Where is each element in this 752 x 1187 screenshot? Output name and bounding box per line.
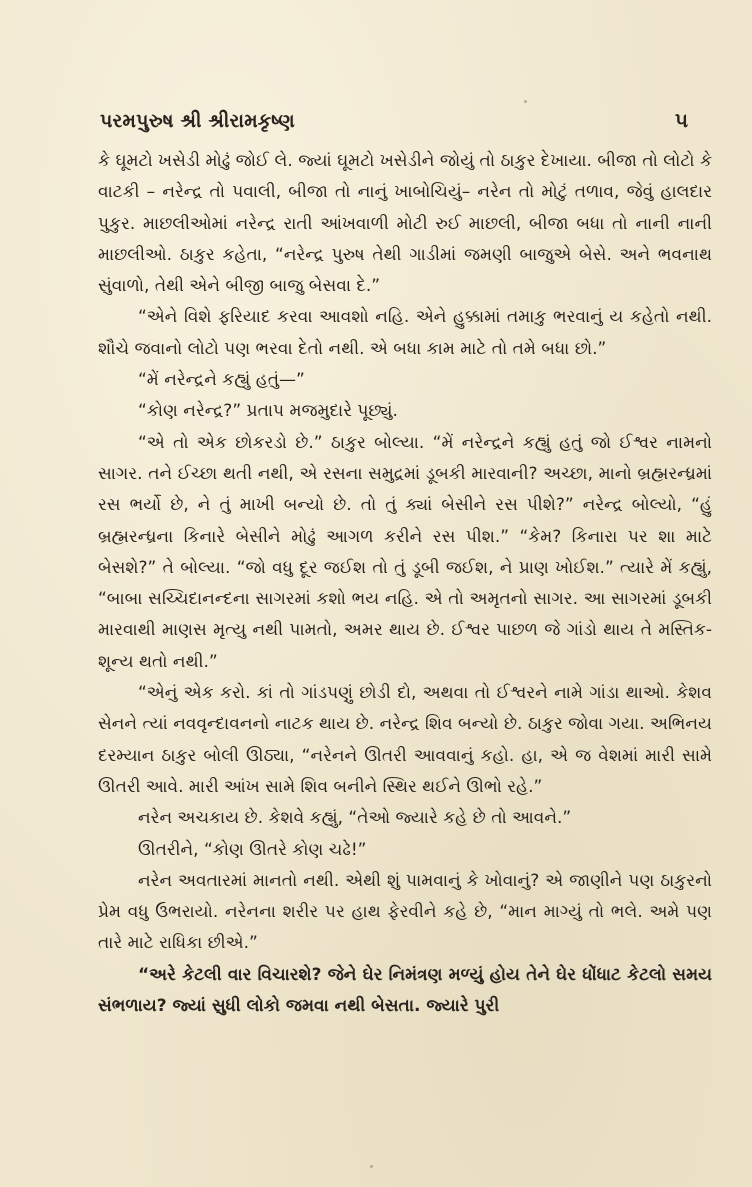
running-title: પરમપુરુષ શ્રી શ્રીરામકૃષ્ણ (100, 110, 295, 132)
paragraph: “એ તો એક છોકરડો છે.” ઠાકુર બોલ્યા. “મેં નરેન્દ્રને કહ્યું હતું જો ઈશ્વર નામનો સાગર. તને ઈચ્છા થતી નથી, એ રસના સમુદ્રમાં ડૂબકી મારવાની? અચ્છા, માનો બ્રહ્મરન્ધ્રમાં રસ ભર્યો છે, ને તું માખી બન્યો છે. તો તું ક્યાં બેસીને રસ પીશે?” નરેન્દ્ર બોલ્યો, “હું બ્રહ્મરન્ધ્રના કિનારે બેસીને મોઢું આગળ કરીને રસ પીશ.” “કેમ? કિનારા પર શા માટે બેસશે?” તે બોલ્યા. “જો વધુ દૂર જઈશ તો તું ડૂબી જઈશ, ને પ્રાણ ખોઈશ.” ત્યારે મેં કહ્યું, “બાબા સચ્ચિદાનન્દના સાગરમાં કશો ભય નહિ. એ તો અમૃતનો સાગર. આ સાગરમાં ડૂબકી મારવાથી માણસ મૃત્યુ નથી પામતો, અમર થાય છે. ઈશ્વર પાછળ જે ગાંડો થાય તે મસ્તિક-શૂન્ય થતો નથી.” (98, 432, 712, 672)
paragraph: “મેં નરેન્દ્રને કહ્યું હતું—” (138, 370, 305, 391)
paper-speck (524, 100, 527, 103)
paragraph: કે ઘૂમટો ખસેડી મોઢું જોઈ લે. જ્યાં ઘૂમટો ખસેડીને જોયું તો ઠાકુર દેખાયા. બીજા તો લોટો કે વાટકી – નરેન્દ્ર તો પવાલી, બીજા તો નાનું ખાબોચિયું– નરેન તો મોટું તળાવ, જેવું હાલદાર પુકુર. માછલીઓમાં નરેન્દ્ર રાતી આંખવાળી મોટી રુઈ માછલી, બીજા બધા તો નાની નાની માછલીઓ. ઠાકુર કહેતા, “નરેન્દ્ર પુરુષ તેથી ગાડીમાં જમણી બાજુએ બેસે. અને ભવનાથ સુંવાળો, તેથી એને બીજી બાજુ બેસવા દે.” (98, 151, 712, 297)
body-text (98, 146, 712, 1022)
paper-speck (370, 1165, 373, 1168)
paragraph: “કોણ નરેન્દ્ર?” પ્રતાપ મજમુદારે પૂછ્યું. (138, 401, 398, 422)
paragraph: નરેન અવતારમાં માનતો નથી. એથી શું પામવાનું કે ખોવાનું? એ જાણીને પણ ઠાકુરનો પ્રેમ વધુ ઉભરાયો. નરેનના શરીર પર હાથ ફેરવીને કહે છે, “માન માગ્યું તો ભલે. અમે પણ તારે માટે રાધિકા છીએ.” (98, 870, 712, 954)
paragraph: નરેન અચકાય છે. કેશવે કહ્યું, “તેઓ જ્યારે કહે છે તો આવને.” (138, 808, 572, 829)
paragraph: “એને વિશે ફરિયાદ કરવા આવશો નહિ. એને હુક્કામાં તમાકુ ભરવાનું ય કહેતો નથી. શૌચે જવાનો લોટો પણ ભરવા દેતો નથી. એ બધા કામ માટે તો તમે બધા છો.” (98, 307, 712, 359)
page-header (100, 108, 688, 142)
paragraph: “એનું એક કરો. કાં તો ગાંડપણું છોડી દો, અથવા તો ઈશ્વરને નામે ગાંડા થાઓ. કેશવ સેનને ત્યાં નવવૃન્દાવનનો નાટક થાય છે. નરેન્દ્ર શિવ બન્યો છે. ઠાકુર જોવા ગયા. અભિનય દરમ્યાન ઠાકુર બોલી ઊઠ્યા, “નરેનને ઊતરી આવવાનું કહો. હા, એ જ વેશમાં મારી સામે ઊતરી આવે. મારી આંખ સામે શિવ બનીને સ્થિર થઈને ઊભો રહે.” (98, 683, 712, 797)
paragraph: ઊતરીને, “કોણ ઊતરે કોણ ચઢે!” (138, 839, 367, 860)
paragraph: “અરે કેટલી વાર વિચારશે? જેને ઘેર નિમંત્રણ મળ્યું હોય તેને ઘેર ધોંધાટ કેટલો સમય સંભળાય? જ્યાં સુધી લોકો જમવા નથી બેસતા. જ્યારે પુરી (98, 964, 712, 1017)
page-number: ૫ (674, 108, 688, 132)
